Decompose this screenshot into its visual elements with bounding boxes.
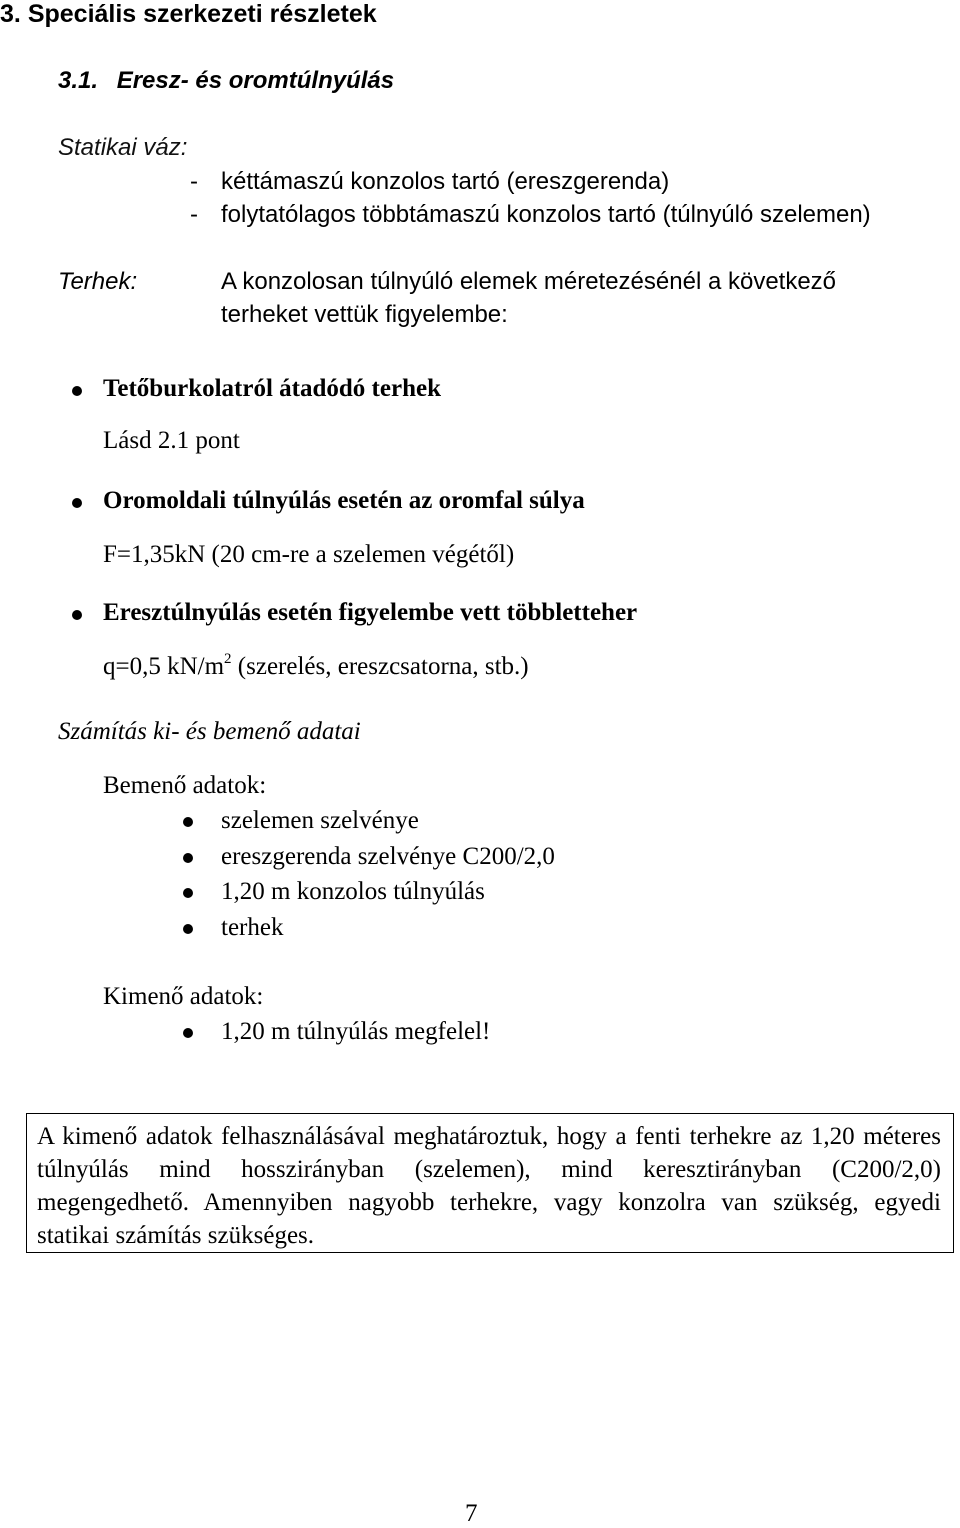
output-label: Kimenő adatok:: [103, 983, 264, 1010]
bullet-icon: [183, 817, 193, 827]
load-detail-suffix: (szerelés, ereszcsatorna, stb.): [231, 653, 529, 680]
input-item: 1,20 m konzolos túlnyúlás: [221, 878, 485, 905]
conclusion-box: [26, 1113, 954, 1253]
bullet-icon: [183, 1028, 193, 1038]
load-detail-prefix: q=0,5 kN/m: [103, 653, 225, 680]
bullet-icon: [72, 610, 82, 620]
calc-heading: Számítás ki- és bemenő adatai: [58, 718, 361, 745]
conclusion-text: A kimenő adatok felhasználásával meghatároztuk, hogy a fenti terhekre az 1,20 méteres túlnyúlás mind hosszirányban (szelemen), mind keresztirányban (C200/2,0) megengedhető. Amennyiben nagyobb terhekre, vagy konzolra van szükség, egyedi statikai számítás szükséges.: [37, 1123, 941, 1249]
section-heading: [0, 0, 377, 29]
bullet-icon: [183, 888, 193, 898]
section-number: 3.: [0, 0, 21, 28]
bullet-icon: [183, 853, 193, 863]
input-item: terhek: [221, 914, 284, 941]
load-heading: Eresztúlnyúlás esetén figyelembe vett többletteher: [103, 599, 638, 626]
load-detail: F=1,35kN (20 cm-re a szelemen végétől): [103, 541, 515, 568]
subsection-title: Eresz- és oromtúlnyúlás: [116, 67, 395, 94]
input-label: Bemenő adatok:: [103, 772, 267, 799]
bullet-icon: [72, 498, 82, 508]
dash-marker: -: [190, 201, 198, 228]
load-detail: Lásd 2.1 pont: [103, 427, 240, 454]
load-detail: [103, 653, 529, 681]
load-heading: Oromoldali túlnyúlás esetén az oromfal súlya: [103, 487, 585, 514]
input-item: szelemen szelvénye: [221, 807, 419, 834]
load-detail-sup: 2: [224, 651, 232, 667]
subsection-number: 3.1.: [58, 67, 99, 94]
statikai-vaz-item: folytatólagos többtámaszú konzolos tartó (túlnyúló szelemen): [221, 201, 871, 228]
output-item: 1,20 m túlnyúlás megfelel!: [221, 1018, 491, 1045]
statikai-vaz-label: Statikai váz:: [58, 134, 188, 161]
bullet-icon: [183, 924, 193, 934]
input-item: ereszgerenda szelvénye C200/2,0: [221, 843, 555, 870]
statikai-vaz-item: kéttámaszú konzolos tartó (ereszgerenda): [221, 168, 670, 195]
terhek-label: Terhek:: [58, 268, 138, 295]
subsection-heading: [58, 67, 394, 95]
section-title: Speciális szerkezeti részletek: [27, 0, 377, 28]
page-number: 7: [465, 1500, 478, 1527]
terhek-text-line2: terheket vettük figyelembe:: [221, 301, 508, 328]
dash-marker: -: [190, 168, 198, 195]
load-heading: Tetőburkolatról átadódó terhek: [103, 375, 441, 402]
terhek-text-line1: A konzolosan túlnyúló elemek méretezésénél a következő: [221, 268, 837, 295]
bullet-icon: [72, 386, 82, 396]
